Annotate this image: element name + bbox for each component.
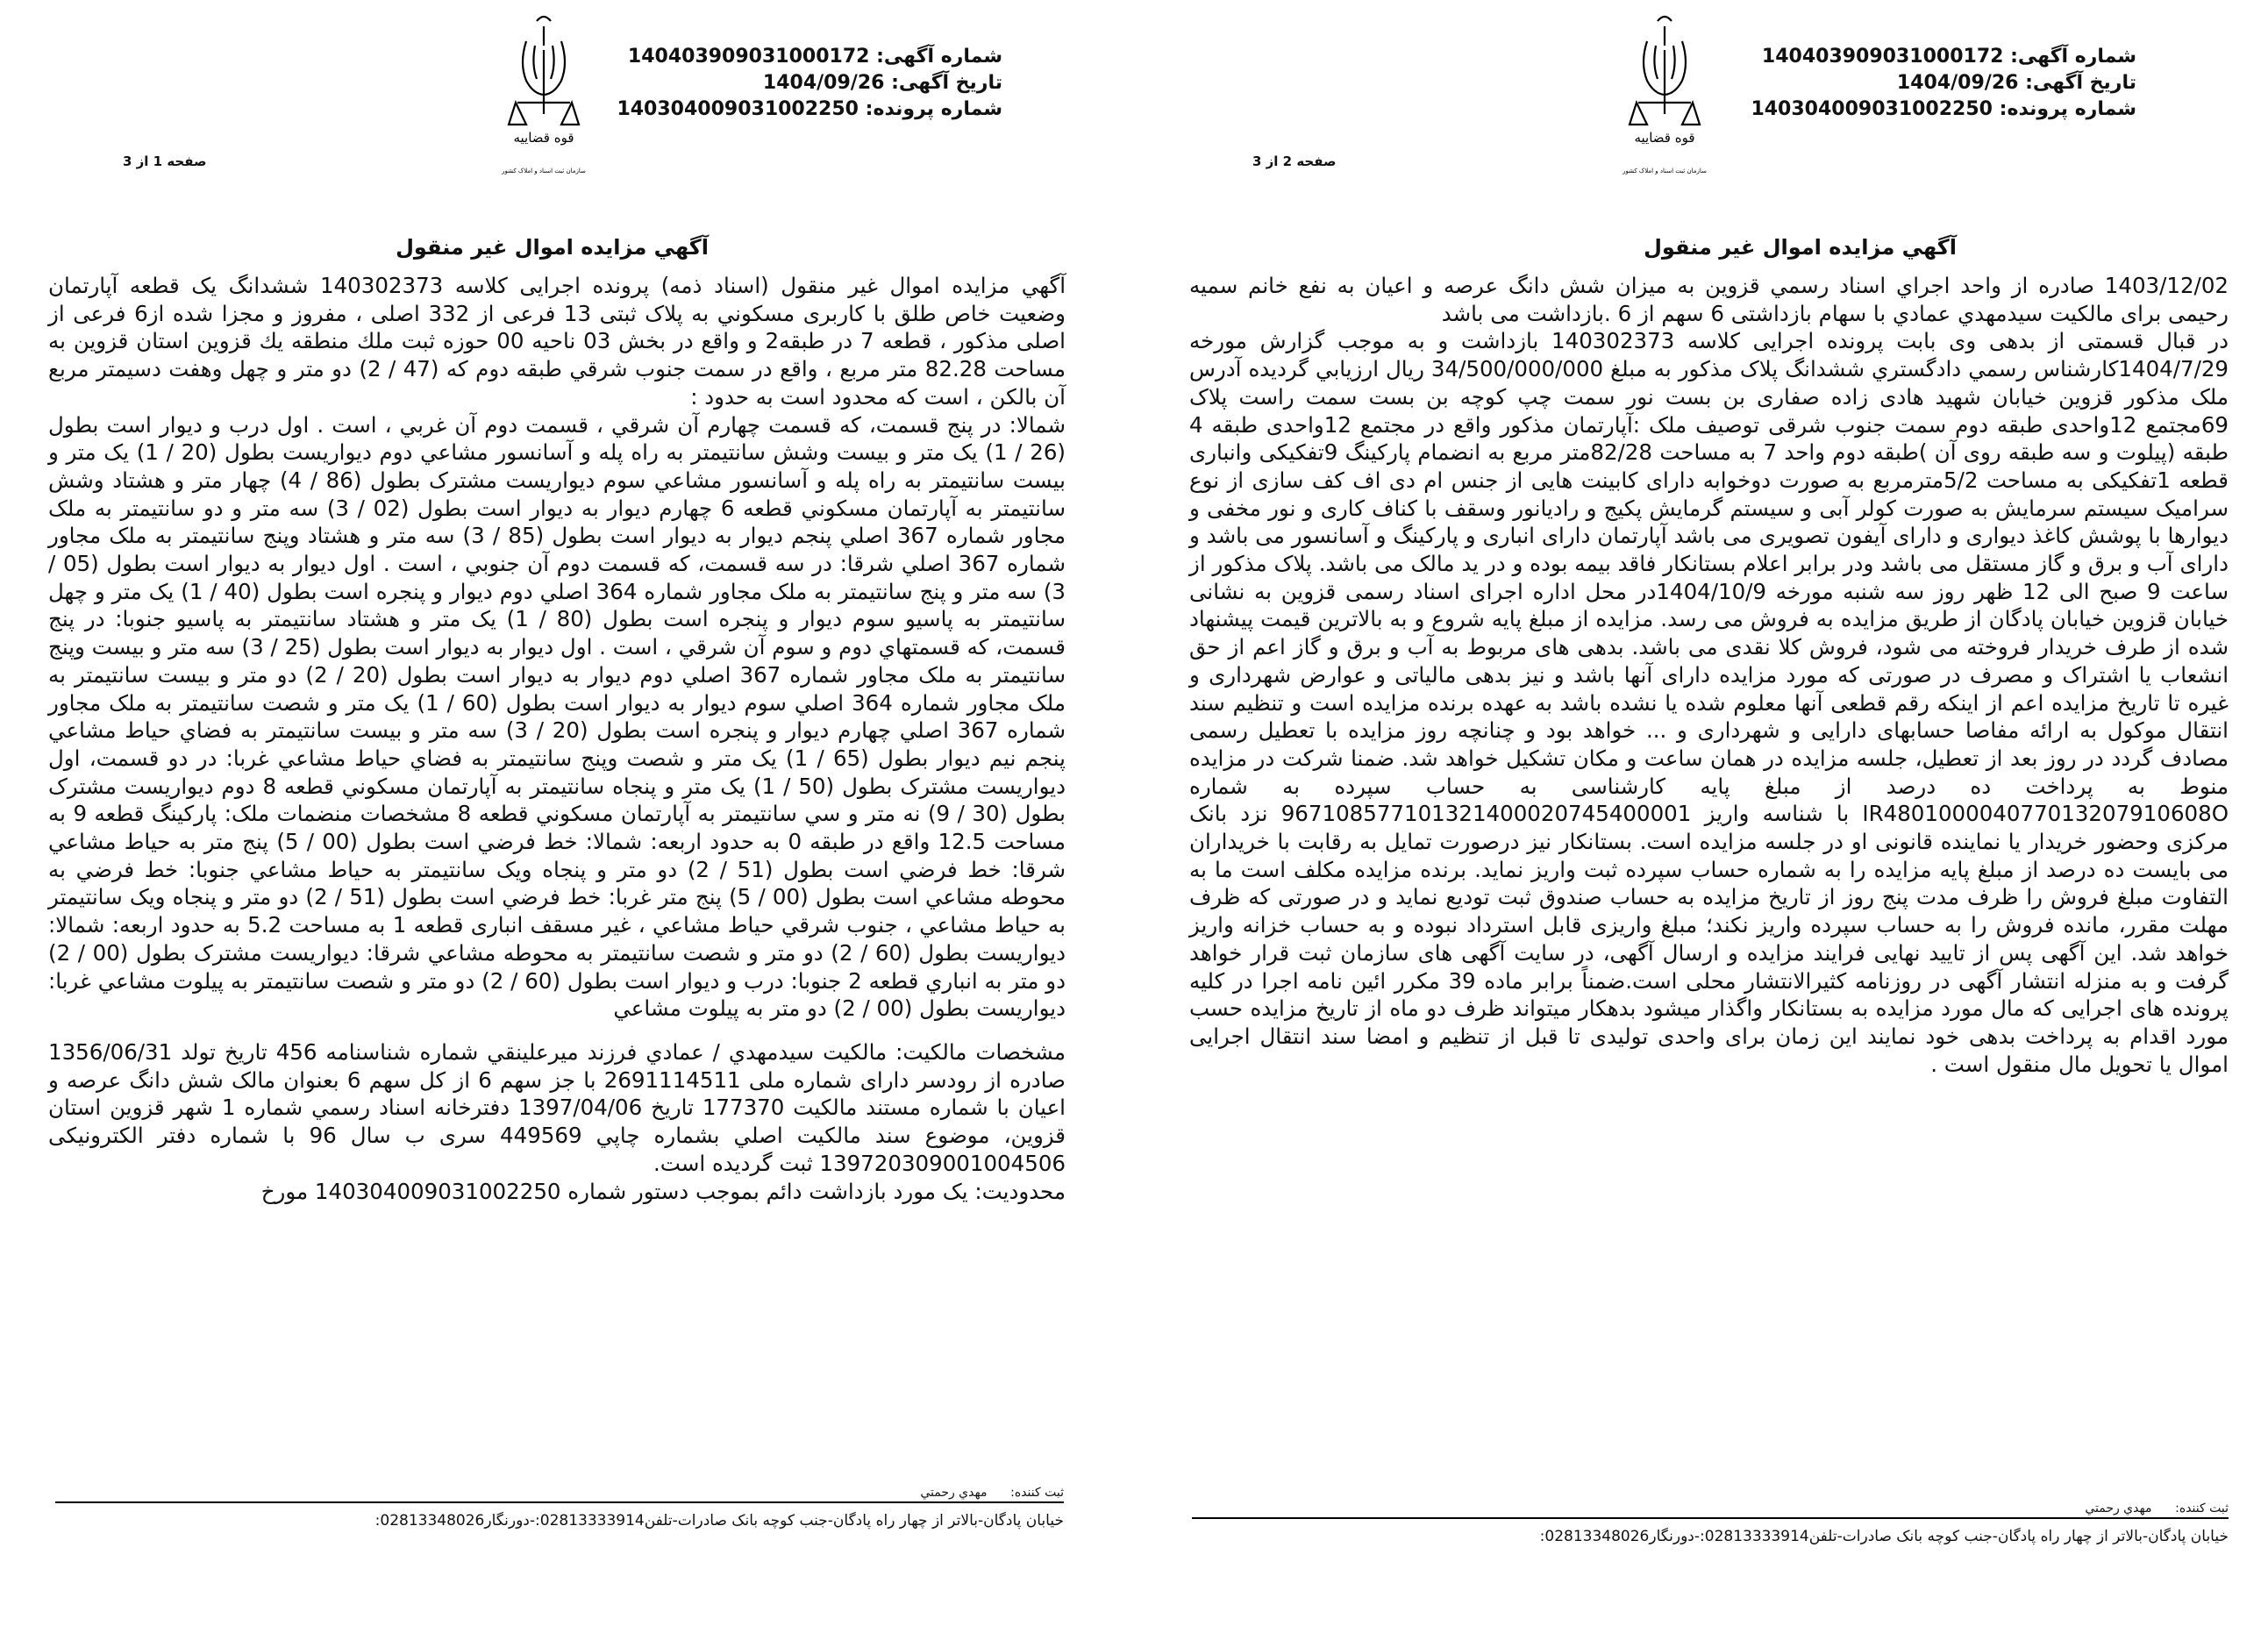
logo-subtitle: سازمان ثبت اسناد و املاک کشور [502,168,586,175]
registrar-name: مهدي رحمتي [920,1486,988,1500]
document-title: آگهي مزايده اموال غير منقول [396,235,709,260]
page-2 [1134,0,2268,1626]
paragraph: شمالا: در پنج قسمت، كه قسمت چهارم آن شرقي ، قسمت دوم آن غربي ، است . اول درب و ديوار است بطول (26 / 1) يک متر و بيست وشش سانتيمتر به راه پله و آسانسور مشاعي دوم ديواريست بطول (20 / 1) يک متر و بيست سانتيمتر به راه پله و آسانسور مشاعي سوم ديواريست مشترک بطول (86 / 4) چهار متر و هشتاد وشش سانتيمتر به آپارتمان مسكوني قطعه 6 چهارم ديوار به ديوار است بطول (02 / 3) سه متر و دو سانتيمتر به ملک مجاور شماره 367 اصلي پنجم ديوار به ديوار است بطول (85 / 3) سه متر و هشتاد وپنج سانتيمتر به ملک مجاور شماره 367 اصلي شرقا: در سه قسمت، كه قسمت دوم آن جنوبي ، است . اول ديوار به ديوار است بطول (05 / 3) سه متر و پنج سانتيمتر به ملک مجاور شماره 364 اصلي دوم ديوار و پنجره است بطول (40 / 1) يک متر و چهل سانتيمتر به پاسيو سوم ديوار و پنجره است بطول (80 / 1) يک متر و هشتاد سانتيمتر به پاسيو جنوبا: در پنج قسمت، كه قسمتهاي دوم و سوم آن شرقي ، است . اول ديوار به ديوار است بطول (25 / 3) سه متر و بيست وپنج سانتيمتر به ملک مجاور شماره 367 اصلي دوم ديوار به ديوار است بطول (20 / 2) دو متر و بيست سانتيمتر به ملک مجاور شماره 364 اصلي سوم ديوار به ديوار است بطول (60 / 1) يک متر و شصت سانتيمتر به ملک مجاور شماره 367 اصلي چهارم ديوار و پنجره است بطول (20 / 3) سه متر و بيست سانتيمتر به فضاي حياط مشاعي پنجم نيم ديوار بطول (65 / 1) يک متر و شصت وپنج سانتيمتر به فضاي حياط مشاعي غربا: در دو قسمت، اول ديواريست مشترک بطول (50 / 1) يک متر و پنجاه سانتيمتر به آپارتمان مسكوني قطعه 8 دوم ديواريست مشترک بطول (30 / 9) نه متر و سي سانتيمتر به آپارتمان مسكوني قطعه 8 مشخصات منضمات ملک: پارکينگ قطعه 9 به مساحت 12.5 واقع در طبقه 0 به حدود اربعه: شمالا: خط فرضي است بطول (00 / 5) پنج متر به حياط مشاعي شرقا: خط فرضي است بطول (51 / 2) دو متر و پنجاه ويک سانتيمتر به حياط مشاعي جنوبا: خط فرضي به محوطه مشاعي است بطول (00 / 5) پنج متر غربا: خط فرضي است بطول (51 / 2) دو متر و پنجاه ويک سانتيمتر به حياط مشاعي ، جنوب شرقي حياط مشاعي ، غير مسقف انباری قطعه 1 به مساحت 5.2 به حدود اربعه: شمالا: ديواريست بطول (60 / 2) دو متر و شصت سانتيمتر به محوطه مشاعي شرقا: ديواريست مشترک بطول (00 / 2) دو متر به انباري قطعه 2 جنوبا: درب و ديوار است بطول (60 / 2) دو متر و شصت سانتيمتر به پيلوت مشاعي غربا: ديواريست بطول (00 / 2) دو متر به پيلوت مشاعي [48,411,1066,1022]
registrar-label: ثبت کننده: [1010,1486,1064,1500]
footer-address: خيابان پادگان-بالاتر از چهار راه پادگان-جنب کوچه بانک صادرات-تلفن02813333914:-دورنگار02813348026: [374,1512,1064,1530]
page-2-header [1751,44,2136,123]
case-number-label: شماره پرونده: [865,98,1002,120]
logo-subtitle: سازمان ثبت اسناد و املاک کشور [1623,168,1707,175]
ad-date-label: تاریخ آگهی: [891,72,1002,94]
paragraph: آگهي مزايده اموال غير منقول (اسناد ذمه) پرونده اجرايی کلاسه 140302373 ششدانگ يک قطعه آپارتمان وضعيت خاص طلق با کاربری مسکوني به پلاک ثبتی 13 فرعی از 332 اصلی ، مفروز و مجزا شده از6 فرعی از اصلی مذکور ، قطعه 7 در طبقه2 و واقع در بخش 03 ناحيه 00 حوزه ثبت ملك منطقه يك قزوين استان قزوين به مساحت 82.28 متر مربع ، واقع در سمت جنوب شرقي طبقه دوم كه (47 / 2) دو متر و چهل وهفت دسيمتر مربع آن بالكن ، است كه محدود است به حدود : [48,273,1066,410]
ad-date: 1404/09/26 [1896,72,2019,94]
case-number: 140304009031002250 [1751,98,1993,120]
judiciary-logo-icon [491,11,596,186]
paragraph: در قبال قسمتی از بدهی وی بابت پرونده اجرايی کلاسه 140302373 بازداشت و به موجب گزارش مورخه 1404/7/29کارشناس رسمي دادگستري ششدانگ پلاک مذکور به مبلغ 34/500/000/000 ريال ارزيابي گرديده آدرس ملک مذکور قزوين خيابان شهيد هادی زاده صفاری بن بست نور سمت چپ کوچه بن بست سمت راست پلاک 69مجتمع 12واحدی طبقه دوم سمت جنوب شرقی توصيف ملک :آپارتمان مذکور واقع در مجتمع 12واحدی طبقه 4 طبقه (پيلوت و سه طبقه روی آن )طبقه دوم واحد 7 به مساحت 82/28متر مربع به انضمام پارکينگ 9تفکيکی وانباری قطعه 1تفکيکی به مساحت 5/2مترمربع به صورت دوخوابه دارای کابينت هايی از جنس ام دی اف کف سازی از نوع سراميک سيستم سرمايش به صورت کولر آبی و سيستم گرمايش پکيج و راديانور وسقف با کناف کاری و نور مخفی و ديوارها با پوشش کاغذ ديواری و دارای آيفون تصويری می باشد آپارتمان دارای انباری و پارکينگ و آسانسور می باشد و دارای آب و برق و گاز مستقل می باشد ودر برابر اعلام بستانکار فاقد بيمه بوده و در يد مالک می باشد. پلاک مذکور از ساعت 9 صبح الی 12 ظهر روز سه شنبه مورخه 1404/10/9در محل اداره اجرای اسناد رسمی قزوين به نشانی خيابان قزوين خيابان پادگان از طريق مزايده به فروش می رسد. مزايده از مبلغ پايه شروع و به بالاترين قيمت پيشنهاد شده از طرف خريدار فروخته می شود، فروش کلا نقدی می باشد. بدهی های مربوط به آب و برق و گاز اعم از حق انشعاب يا اشتراک و مصرف در صورتی که مورد مزايده دارای آنها باشد و نيز بدهی مالياتی و عوارض شهرداری و غيره تا تاريخ مزايده اعم از اينکه رقم قطعی آنها معلوم شده يا نشده باشد به عهده برنده مزايده است و تنظيم سند انتقال موکول به ارائه مفاصا حسابهای دارايی و شهرداری و ... خواهد بود و چنانچه روز مزايده با تعطيل رسمی مصادف گردد در روز بعد از تعطيل، جلسه مزايده در همان ساعت و مکان تشکيل خواهد شد. ضمنا شرکت در مزايده منوط به پرداخت ده درصد از مبلغ پايه کارشناسی به حساب سپرده به شماره IR480100004077013207910608O با شناسه واريز 967108577101321400020745400001 نزد بانک مرکزی وحضور خريدار يا نماينده قانونی او در جلسه مزايده است. بستانکار نيز درصورت تمايل به رقابت با خريداران می بايست ده درصد از مبلغ پايه مزايده را به شماره حساب سپرده ثبت واريز نمايد. برنده مزايده مکلف است ما به التفاوت مبلغ فروش را ظرف مدت پنج روز از تاريخ مزايده به حساب صندوق ثبت توديع نمايد و در صورتی که ظرف مهلت مقرر، مانده فروش را به حساب سپرده واريز نکند؛ مبلغ واريزی قابل استرداد نبوده و به حساب خزانه واريز خواهد شد. اين آگهی پس از تاييد نهايی فرايند مزايده و ارسال آگهی، در سايت آگهی های سازمان ثبت قرار خواهد گرفت و به منزله انتشار آگهی در روزنامه کثيرالانتشار محلی است.ضمناً برابر ماده 39 مکرر ائين نامه اجرا در کليه پرونده های اجرايی که مال مورد مزايده به بستانکار واگذار ميشود بدهکار ميتواند ظرف دو ماه از تاريخ مزايده حسب مورد اقدام به پرداخت بدهی خود نمايند اين زمان برای واحدی توليدی تا قبل از تنظيم و امضا سند انتقال اجرايی اموال يا تحويل مال منقول است . [1189,328,2229,1077]
page-number: صفحه 1 از 3 [123,153,207,169]
ad-number: 140403909031000172 [1761,46,2004,68]
page-1-body [48,272,1066,1205]
logo-title: قوه قضاییه [513,130,574,146]
ad-date: 1404/09/26 [762,72,885,94]
registrar [920,1486,1064,1500]
case-number: 140304009031002250 [617,98,859,120]
ad-number-label: شماره آگهی: [876,46,1002,68]
registrar-name: مهدي رحمتي [2085,1501,2152,1515]
ad-number-label: شماره آگهی: [2010,46,2136,68]
page-number: صفحه 2 از 3 [1252,153,1337,169]
ad-number: 140403909031000172 [627,46,870,68]
paragraph: محدوديت: يک مورد بازداشت دائم بموجب دستور شماره 140304009031002250 مورخ [260,1178,1066,1204]
ad-date-label: تاریخ آگهی: [2025,72,2136,94]
footer-divider [1192,1517,2229,1519]
page-1-header [617,44,1002,123]
paragraph-gap [48,1023,1066,1038]
footer-divider [55,1501,1064,1503]
registrar-label: ثبت کننده: [2175,1501,2229,1515]
judiciary-logo-icon [1612,11,1717,186]
logo-title: قوه قضاییه [1634,130,1695,146]
registrar [2085,1501,2229,1515]
document-title: آگهي مزايده اموال غير منقول [1644,235,1957,260]
paragraph: 1403/12/02 صادره از واحد اجراي اسناد رسمي قزوين به ميزان شش دانگ عرصه و اعيان به نفع خانم سميه رحيمی برای مالکيت سيدمهدي عمادي با سهام بازداشتی 6 سهم از 6 .بازداشت می باشد [1189,273,2229,326]
page-2-body [1189,272,2229,1078]
case-number-label: شماره پرونده: [1999,98,2136,120]
footer-address: خيابان پادگان-بالاتر از چهار راه پادگان-جنب کوچه بانک صادرات-تلفن02813333914:-دورنگار02813348026: [1539,1528,2229,1545]
paragraph: مشخصات مالكيت: مالكيت سيدمهدي / عمادي فرزند ميرعلينقي شماره شناسنامه 456 تاريخ تولد 1356/06/31 صادره از رودسر دارای شماره ملی 2691114511 با جز سهم 6 از کل سهم 6 بعنوان مالک شش دانگ عرصه و اعيان با شماره مستند مالكيت 177370 تاريخ 1397/04/06 دفترخانه اسناد رسمي شماره 1 شهر قزوين استان قزوين، موضوع سند مالكيت اصلي بشماره چاپي 449569 سری ب سال 96 با شماره دفتر الكترونيكی 139720309001004506 ثبت گرديده است. [48,1038,1066,1176]
